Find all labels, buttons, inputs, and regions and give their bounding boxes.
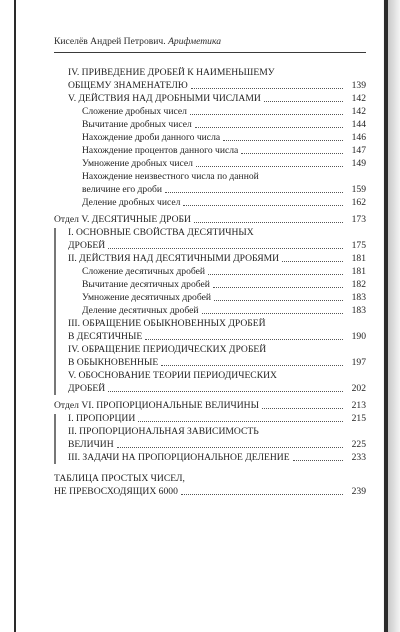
toc-entry-title: V. ДЕЙСТВИЯ НАД ДРОБНЫМИ ЧИСЛАМИ (68, 93, 261, 104)
toc-entry (54, 265, 366, 278)
toc-entry (54, 252, 366, 265)
toc-page-number: 183 (351, 292, 366, 303)
toc-leader-dots (190, 114, 343, 115)
toc-entry-title: Деление десятичных дробей (82, 305, 199, 316)
toc-page-number: 202 (351, 383, 366, 394)
toc-page-number: 175 (351, 240, 366, 251)
toc-entry-title: Нахождение дроби данного числа (82, 132, 221, 143)
toc-leader-dots (108, 248, 343, 249)
toc-entry-title: III. ЗАДАЧИ НА ПРОПОРЦИОНАЛЬНОЕ ДЕЛЕНИЕ (68, 452, 290, 463)
section-guide-bar (54, 228, 56, 395)
toc-leader-dots (196, 166, 343, 167)
toc-entry-title: IV. ОБРАЩЕНИЕ ПЕРИОДИЧЕСКИХ ДРОБЕЙ (68, 344, 267, 355)
header-author: Киселёв Андрей Петрович. (54, 36, 166, 47)
toc-entry-title: V. ОБОСНОВАНИЕ ТЕОРИИ ПЕРИОДИЧЕСКИХ (68, 370, 277, 381)
toc-entry (54, 105, 366, 118)
toc-entry (54, 304, 366, 317)
toc-entry (54, 226, 366, 252)
binding-right-shade (388, 0, 400, 632)
page-binding-left (0, 0, 26, 632)
section-guide-bar (54, 414, 56, 464)
toc-page-number: 149 (351, 158, 366, 169)
page-binding-right (383, 0, 400, 632)
toc-leader-dots (165, 192, 343, 193)
toc-entry (54, 157, 366, 170)
toc-leader-dots (241, 153, 343, 154)
toc-page-number: 181 (351, 253, 366, 264)
toc-leader-dots (138, 421, 343, 422)
toc-leader-dots (183, 205, 343, 206)
header-book-title: Арифметика (168, 36, 221, 47)
toc-leader-dots (293, 460, 343, 461)
toc-leader-dots (264, 101, 343, 102)
toc-page-number: 233 (351, 452, 366, 463)
toc-entry-title: ВЕЛИЧИН (68, 439, 114, 450)
toc-entry-title: В ОБЫКНОВЕННЫЕ (68, 357, 159, 368)
toc-entry (54, 317, 366, 343)
table-of-contents (54, 66, 366, 498)
toc-entry-title: I. ОСНОВНЫЕ СВОЙСТВА ДЕСЯТИЧНЫХ (68, 227, 254, 238)
toc-page-number: 181 (351, 266, 366, 277)
toc-leader-dots (145, 339, 343, 340)
toc-leader-dots (202, 313, 344, 314)
toc-entry (54, 425, 366, 451)
toc-page-number: 147 (351, 145, 366, 156)
toc-entry-title: ТАБЛИЦА ПРОСТЫХ ЧИСЕЛ, (54, 473, 185, 484)
toc-page-number: 190 (351, 331, 366, 342)
toc-entry (54, 92, 366, 105)
toc-entry-title: В ДЕСЯТИЧНЫЕ (68, 331, 143, 342)
toc-entry-title: Отдел V. ДЕСЯТИЧНЫЕ ДРОБИ (54, 214, 191, 225)
toc-entry (54, 170, 366, 196)
toc-page-number: 239 (351, 486, 366, 497)
toc-leader-dots (223, 140, 343, 141)
toc-entry-title: ДРОБЕЙ (68, 383, 106, 394)
toc-page-number: 162 (351, 197, 366, 208)
binding-left-line (14, 0, 16, 632)
toc-entry (54, 369, 366, 395)
toc-entry-title: Отдел VI. ПРОПОРЦИОНАЛЬНЫЕ ВЕЛИЧИНЫ (54, 400, 259, 411)
toc-leader-dots (214, 300, 343, 301)
toc-entry (54, 196, 366, 209)
toc-entry-title: Умножение дробных чисел (82, 158, 193, 169)
toc-entry-title: ДРОБЕЙ (68, 240, 106, 251)
toc-entry (54, 66, 366, 92)
toc-entry-title: Нахождение неизвестного числа по данной (82, 171, 259, 182)
toc-entry-title: IV. ПРИВЕДЕНИЕ ДРОБЕЙ К НАИМЕНЬШЕМУ (68, 67, 275, 78)
toc-entry (54, 451, 366, 464)
toc-page-number: 144 (351, 119, 366, 130)
toc-leader-dots (181, 494, 343, 495)
toc-entry (54, 343, 366, 369)
toc-entry-title: ОБЩЕМУ ЗНАМЕНАТЕЛЮ (68, 80, 188, 91)
toc-leader-dots (108, 391, 343, 392)
toc-entry (54, 213, 366, 226)
running-header (54, 36, 366, 47)
toc-entry-title: I. ПРОПОРЦИИ (68, 413, 136, 424)
toc-entry (54, 118, 366, 131)
toc-leader-dots (161, 365, 343, 366)
toc-leader-dots (194, 222, 343, 223)
toc-entry (54, 144, 366, 157)
toc-page-number: 213 (351, 400, 366, 411)
toc-entry (54, 131, 366, 144)
toc-entry-title: Умножение десятичных дробей (82, 292, 211, 303)
toc-entry-title: Сложение десятичных дробей (82, 266, 206, 277)
toc-page-number: 182 (351, 279, 366, 290)
toc-entry-title: Деление дробных чисел (82, 197, 181, 208)
toc-page-number: 197 (351, 357, 366, 368)
toc-entry-title: II. ПРОПОРЦИОНАЛЬНАЯ ЗАВИСИМОСТЬ (68, 426, 259, 437)
toc-entry-title: величине его дроби (82, 184, 163, 195)
toc-page-number: 215 (351, 413, 366, 424)
toc-entry (54, 472, 366, 498)
toc-entry-title: II. ДЕЙСТВИЯ НАД ДЕСЯТИЧНЫМИ ДРОБЯМИ (68, 253, 280, 264)
toc-page-number: 225 (351, 439, 366, 450)
toc-leader-dots (191, 88, 343, 89)
toc-leader-dots (262, 408, 343, 409)
toc-leader-dots (213, 287, 343, 288)
toc-page-number: 142 (351, 106, 366, 117)
toc-leader-dots (195, 127, 343, 128)
toc-entry-title: Сложение дробных чисел (82, 106, 187, 117)
toc-entry-title: НЕ ПРЕВОСХОДЯЩИХ 6000 (54, 486, 178, 497)
toc-page-number: 159 (351, 184, 366, 195)
toc-page-number: 139 (351, 80, 366, 91)
toc-entry-title: Нахождение процентов данного числа (82, 145, 239, 156)
toc-entry-title: III. ОБРАЩЕНИЕ ОБЫКНОВЕННЫХ ДРОБЕЙ (68, 318, 266, 329)
header-rule (54, 52, 366, 53)
toc-leader-dots (117, 447, 343, 448)
toc-entry (54, 399, 366, 412)
toc-page-number: 183 (351, 305, 366, 316)
toc-entry-title: Вычитание десятичных дробей (82, 279, 210, 290)
toc-page-number: 142 (351, 93, 366, 104)
toc-entry (54, 412, 366, 425)
toc-entry-title: Вычитание дробных чисел (82, 119, 192, 130)
toc-page-number: 146 (351, 132, 366, 143)
toc-page-number: 173 (351, 214, 366, 225)
toc-leader-dots (208, 274, 343, 275)
toc-leader-dots (282, 261, 343, 262)
toc-entry (54, 278, 366, 291)
toc-entry (54, 291, 366, 304)
